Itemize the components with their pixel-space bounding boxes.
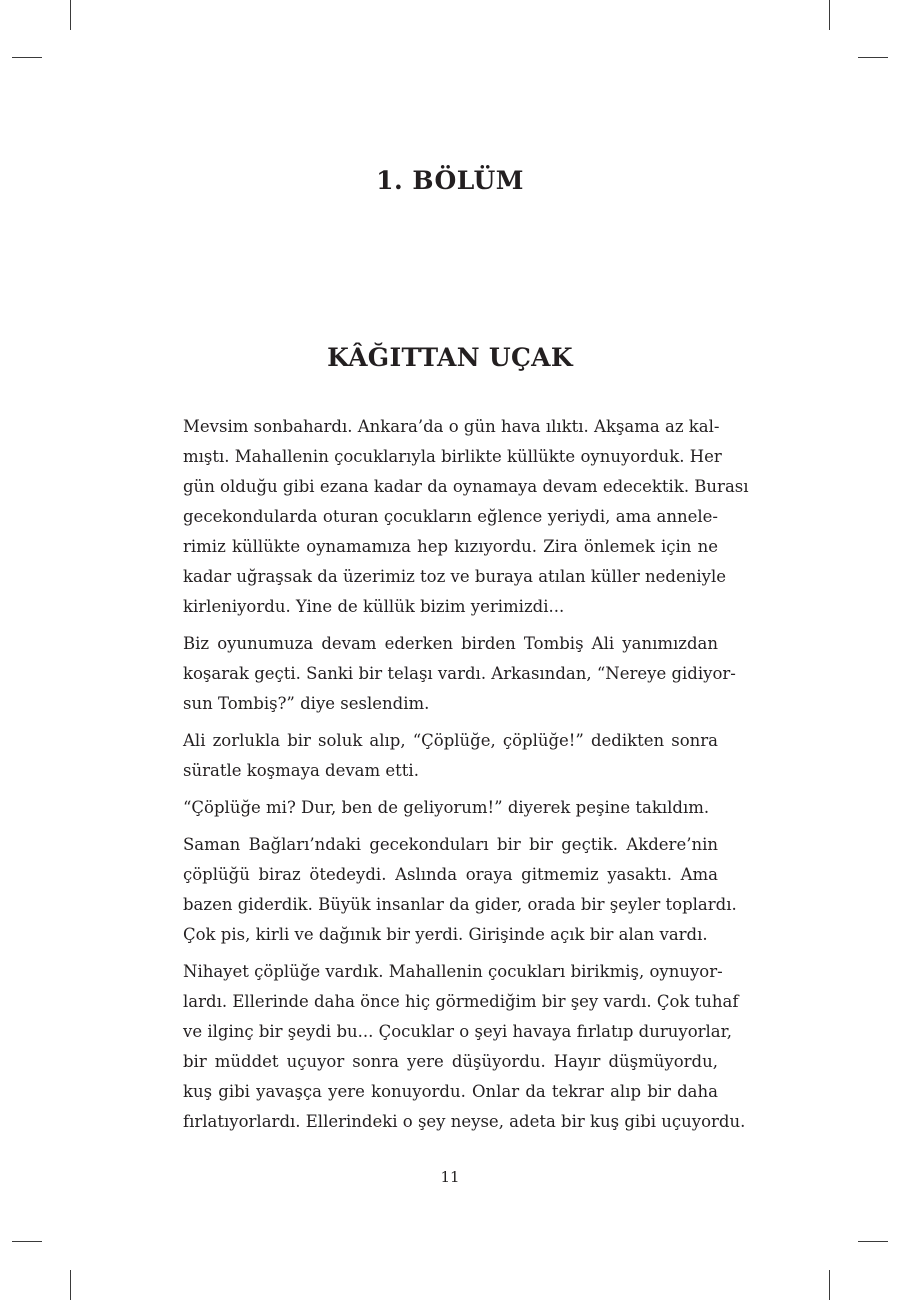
- paragraph: [183, 957, 746, 1137]
- text-line: fırlatıyorlardı. Ellerindeki o şey neyse, adeta bir kuş gibi uçuyordu.: [183, 1112, 746, 1131]
- text-line: bir müddet uçuyor sonra yere düşüyordu. Hayır düşmüyordu,: [183, 1052, 718, 1071]
- crop-mark-top-right: [829, 0, 830, 30]
- text-line: koşarak geçti. Sanki bir telaşı vardı. Arkasından, “Nereye gidiyor-: [183, 664, 736, 683]
- paragraph: [183, 726, 718, 786]
- text-line: bazen giderdik. Büyük insanlar da gider, orada bir şeyler toplardı.: [183, 895, 737, 914]
- text-line: lardı. Ellerinde daha önce hiç görmediğim bir şey vardı. Çok tuhaf: [183, 992, 739, 1011]
- text-line: Ali zorlukla bir soluk alıp, “Çöplüğe, çöplüğe!” dedikten sonra: [183, 731, 718, 750]
- text-line: “Çöplüğe mi? Dur, ben de geliyorum!” diyerek peşine takıldım.: [183, 798, 710, 817]
- text-line: kirleniyordu. Yine de küllük bizim yerimizdi...: [183, 597, 565, 616]
- text-line: gecekondularda oturan çocukların eğlence yeriydi, ama annele-: [183, 507, 718, 526]
- text-line: kuş gibi yavaşça yere konuyordu. Onlar da tekrar alıp bir daha: [183, 1082, 718, 1101]
- text-line: Çok pis, kirli ve dağınık bir yerdi. Girişinde açık bir alan vardı.: [183, 925, 708, 944]
- text-line: süratle koşmaya devam etti.: [183, 761, 419, 780]
- text-line: Mevsim sonbahardı. Ankara’da o gün hava ılıktı. Akşama az kal-: [183, 417, 720, 436]
- crop-mark-right-top: [858, 57, 888, 58]
- text-line: kadar uğraşsak da üzerimiz toz ve buraya atılan küller nedeniyle: [183, 567, 726, 586]
- crop-mark-left-bottom: [12, 1241, 42, 1242]
- paragraph: [183, 793, 718, 823]
- story-title: KÂĞITTAN UÇAK: [327, 343, 573, 372]
- crop-mark-bottom-right: [829, 1270, 830, 1300]
- text-line: rimiz küllükte oynamamıza hep kızıyordu. Zira önlemek için ne: [183, 537, 718, 556]
- chapter-heading: 1. BÖLÜM: [376, 166, 524, 195]
- page-number: 11: [440, 1168, 460, 1186]
- text-line: Biz oyunumuza devam ederken birden Tombiş Ali yanımızdan: [183, 634, 718, 653]
- paragraph: [183, 830, 737, 950]
- text-line: Nihayet çöplüğe vardık. Mahallenin çocukları birikmiş, oynuyor-: [183, 962, 723, 981]
- text-line: gün olduğu gibi ezana kadar da oynamaya devam edecektik. Burası: [183, 477, 749, 496]
- crop-mark-top-left: [70, 0, 71, 30]
- text-line: ve ilginç bir şeydi bu... Çocuklar o şeyi havaya fırlatıp duruyorlar,: [183, 1022, 732, 1041]
- crop-mark-right-bottom: [858, 1241, 888, 1242]
- body-text: [183, 412, 749, 1144]
- text-line: Saman Bağları’ndaki gecekonduları bir bir geçtik. Akdere’nin: [183, 835, 718, 854]
- text-line: sun Tombiş?” diye seslendim.: [183, 694, 430, 713]
- text-line: çöplüğü biraz ötedeydi. Aslında oraya gitmemiz yasaktı. Ama: [183, 865, 718, 884]
- crop-mark-bottom-left: [70, 1270, 71, 1300]
- paragraph: [183, 629, 736, 719]
- paragraph: [183, 412, 749, 622]
- text-line: mıştı. Mahallenin çocuklarıyla birlikte küllükte oynuyorduk. Her: [183, 447, 722, 466]
- crop-mark-left-top: [12, 57, 42, 58]
